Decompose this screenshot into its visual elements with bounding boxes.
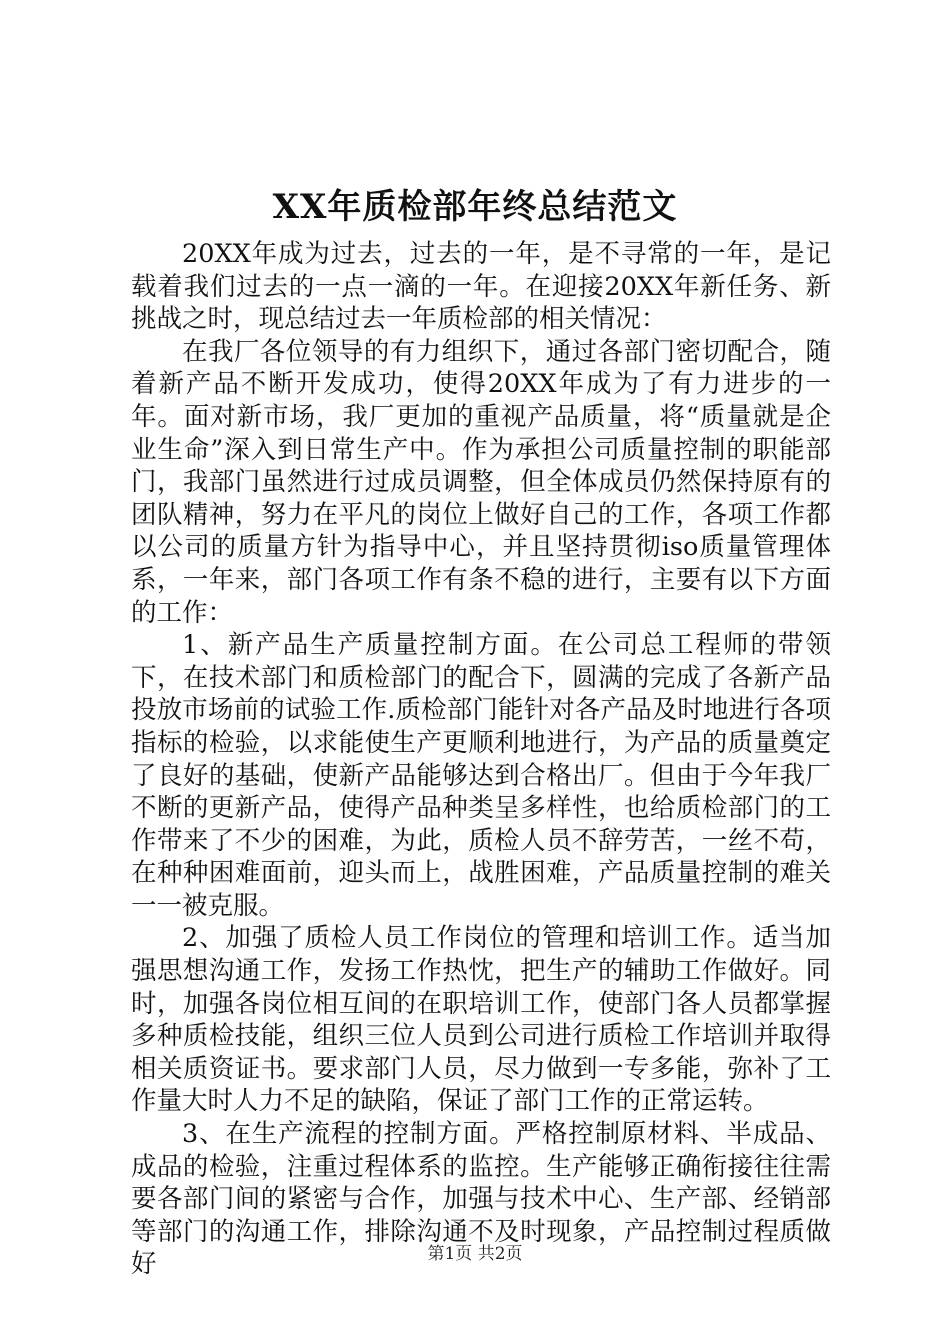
- paragraph-item-1: 1、新产品生产质量控制方面。在公司总工程师的带领下，在技术部门和质检部门的配合下，圆满的完成了各新产品投放市场前的试验工作.质检部门能针对各产品及时地进行各项指标的检验，以求能使生产更顺利地进行，为产品的质量奠定了良好的基础，使新产品能够达到合格出厂。但由于今年我厂不断的更新产品，使得产品种类呈多样性，也给质检部门的工作带来了不少的困难，为此，质检人员不辞劳苦，一丝不苟，在种种困难面前，迎头而上，战胜困难，产品质量控制的难关一一被克服。: [131, 630, 831, 921]
- paragraph-item-2: 2、加强了质检人员工作岗位的管理和培训工作。适当加强思想沟通工作，发扬工作热忱，把生产的辅助工作做好。同时，加强各岗位相互间的在职培训工作，使部门各人员都掌握多种质检技能，组织三位人员到公司进行质检工作培训并取得相关质资证书。要求部门人员，尽力做到一专多能，弥补了工作量大时人力不足的缺陷，保证了部门工作的正常运转。: [131, 923, 831, 1117]
- page-number-footer: 第1页 共2页: [427, 1244, 523, 1264]
- paragraph-item-3: 3、在生产流程的控制方面。严格控制原材料、半成品、成品的检验，注重过程体系的监控。生产能够正确衔接往往需要各部门间的紧密与合作，加强与技术中心、生产部、经销部等部门的沟通工作，排除沟通不及时现象，产品控制过程质做好: [131, 1119, 831, 1280]
- paragraph-overview: 在我厂各位领导的有力组织下，通过各部门密切配合，随着新产品不断开发成功，使得20XX年成为了有力进步的一年。面对新市场，我厂更加的重视产品质量，将“质量就是企业生命”深入到日常生产中。作为承担公司质量控制的职能部门，我部门虽然进行过成员调整，但全体成员仍然保持原有的团队精神，努力在平凡的岗位上做好自己的工作，各项工作都以公司的质量方针为指导中心，并且坚持贯彻iso质量管理体系，一年来，部门各项工作有条不稳的进行，主要有以下方面的工作：: [131, 336, 831, 628]
- document-title: XX年质检部年终总结范文: [272, 187, 678, 227]
- paragraph-intro: 20XX年成为过去，过去的一年，是不寻常的一年，是记载着我们过去的一点一滴的一年。在迎接20XX年新任务、新挑战之时，现总结过去一年质检部的相关情况：: [131, 239, 831, 335]
- document-body: [131, 238, 831, 1281]
